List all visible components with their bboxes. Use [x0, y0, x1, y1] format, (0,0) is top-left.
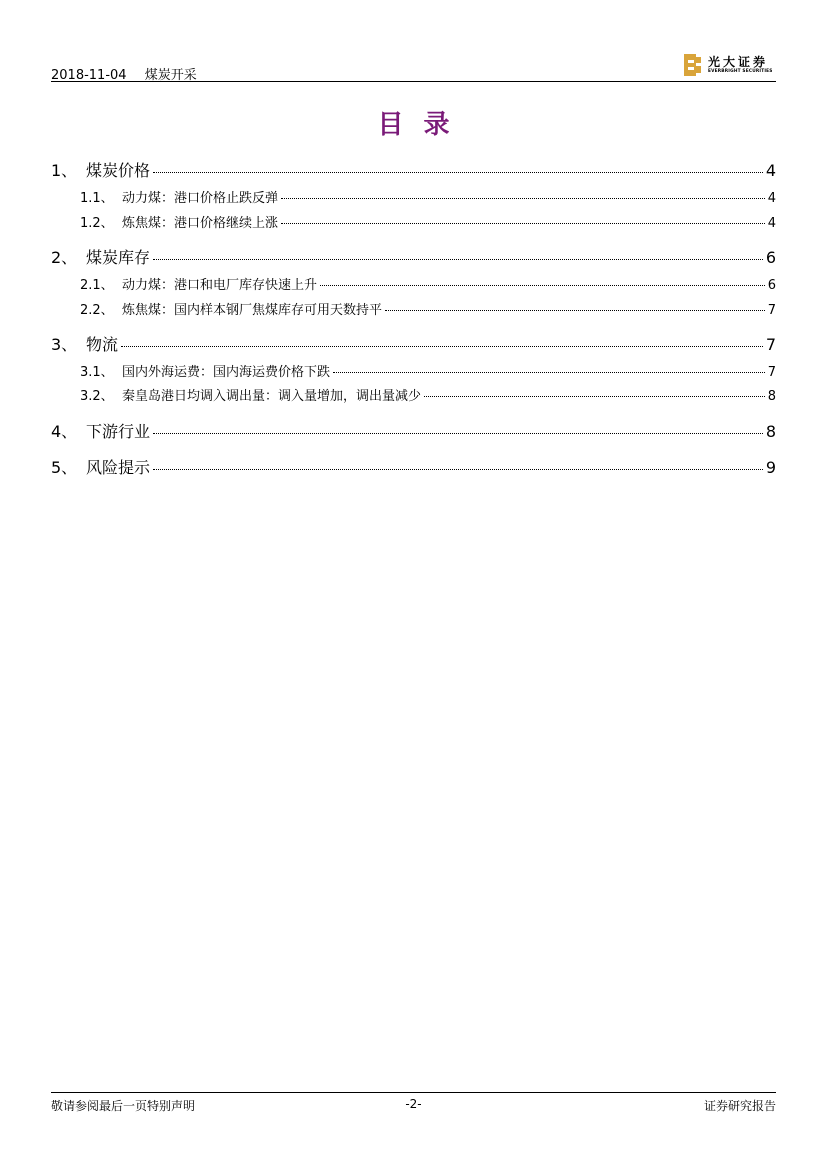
logo-chinese-name: 光大证券	[708, 55, 769, 69]
toc-entry-title: 动力煤：港口价格止跌反弹	[122, 191, 279, 206]
toc-entry-number: 2、	[51, 248, 78, 267]
toc-entry-page: 4	[767, 191, 776, 206]
toc-entry-title: 炼焦煤：港口价格继续上涨	[122, 216, 279, 231]
toc-entry[interactable]	[80, 299, 776, 318]
everbright-logo	[684, 52, 776, 78]
toc-entry-title: 煤炭库存	[86, 248, 151, 267]
toc-entry-page: 7	[765, 335, 776, 354]
toc-entry[interactable]	[80, 212, 776, 231]
everbright-logo-icon	[684, 54, 702, 76]
toc-entry[interactable]	[51, 332, 776, 355]
toc-entry-title: 国内外海运费：国内海运费价格下跌	[122, 365, 331, 380]
toc-entry-number: 1.2、	[80, 216, 114, 231]
toc-entry[interactable]	[51, 245, 776, 268]
footer-divider	[51, 1092, 776, 1093]
toc-entry[interactable]	[80, 385, 776, 404]
toc-entry[interactable]	[51, 419, 776, 442]
page-header	[51, 50, 776, 82]
header-divider	[51, 81, 776, 82]
toc-entry-page: 4	[765, 161, 776, 180]
toc-leader-dots	[121, 346, 763, 347]
toc-entry[interactable]	[51, 455, 776, 478]
toc-entry-number: 1.1、	[80, 191, 114, 206]
toc-entry-title: 动力煤：港口和电厂库存快速上升	[122, 278, 318, 293]
toc-leader-dots	[333, 372, 765, 373]
toc-entry-page: 4	[767, 216, 776, 231]
toc-entry-title: 物流	[86, 335, 119, 354]
toc-entry-title: 秦皇岛港日均调入调出量：调入量增加，调出量减少	[122, 389, 422, 404]
toc-title: 目录	[377, 110, 470, 140]
toc-leader-dots	[153, 469, 763, 470]
toc-entry-title: 下游行业	[86, 422, 151, 441]
toc-entry[interactable]	[51, 158, 776, 181]
toc-entry-number: 4、	[51, 422, 78, 441]
toc-entry-number: 1、	[51, 161, 78, 180]
toc-leader-dots	[153, 172, 763, 173]
toc-entry[interactable]	[80, 274, 776, 293]
toc-entry-number: 3、	[51, 335, 78, 354]
toc-entry-page: 8	[767, 389, 776, 404]
toc-leader-dots	[320, 285, 765, 286]
footer-page-number: -2-	[405, 1097, 422, 1111]
toc-entry-title: 煤炭价格	[86, 161, 151, 180]
toc-entry-page: 7	[767, 303, 776, 318]
toc-entry-number: 5、	[51, 458, 78, 477]
toc-entry[interactable]	[80, 361, 776, 380]
footer-doc-type: 证券研究报告	[703, 1099, 776, 1113]
toc-leader-dots	[424, 396, 765, 397]
toc-entry-title: 风险提示	[86, 458, 151, 477]
report-category: 煤炭开采	[144, 68, 197, 83]
footer-disclaimer: 敬请参阅最后一页特别声明	[51, 1099, 196, 1113]
toc-entry[interactable]	[80, 187, 776, 206]
toc-leader-dots	[281, 223, 765, 224]
toc-entry-number: 2.2、	[80, 303, 114, 318]
toc-entry-number: 3.2、	[80, 389, 114, 404]
toc-entry-title: 炼焦煤：国内样本钢厂焦煤库存可用天数持平	[122, 303, 383, 318]
logo-english-name: EVERBRIGHT SECURITIES	[708, 69, 773, 74]
toc-entry-page: 9	[765, 458, 776, 477]
report-date: 2018-11-04	[51, 68, 127, 83]
toc-entry-page: 6	[767, 278, 776, 293]
toc-entry-number: 2.1、	[80, 278, 114, 293]
toc-entry-page: 8	[765, 422, 776, 441]
toc-leader-dots	[385, 310, 765, 311]
toc-entry-page: 7	[767, 365, 776, 380]
toc-leader-dots	[153, 433, 763, 434]
toc-leader-dots	[281, 198, 765, 199]
toc-leader-dots	[153, 259, 763, 260]
toc-entry-page: 6	[765, 248, 776, 267]
toc-entry-number: 3.1、	[80, 365, 114, 380]
